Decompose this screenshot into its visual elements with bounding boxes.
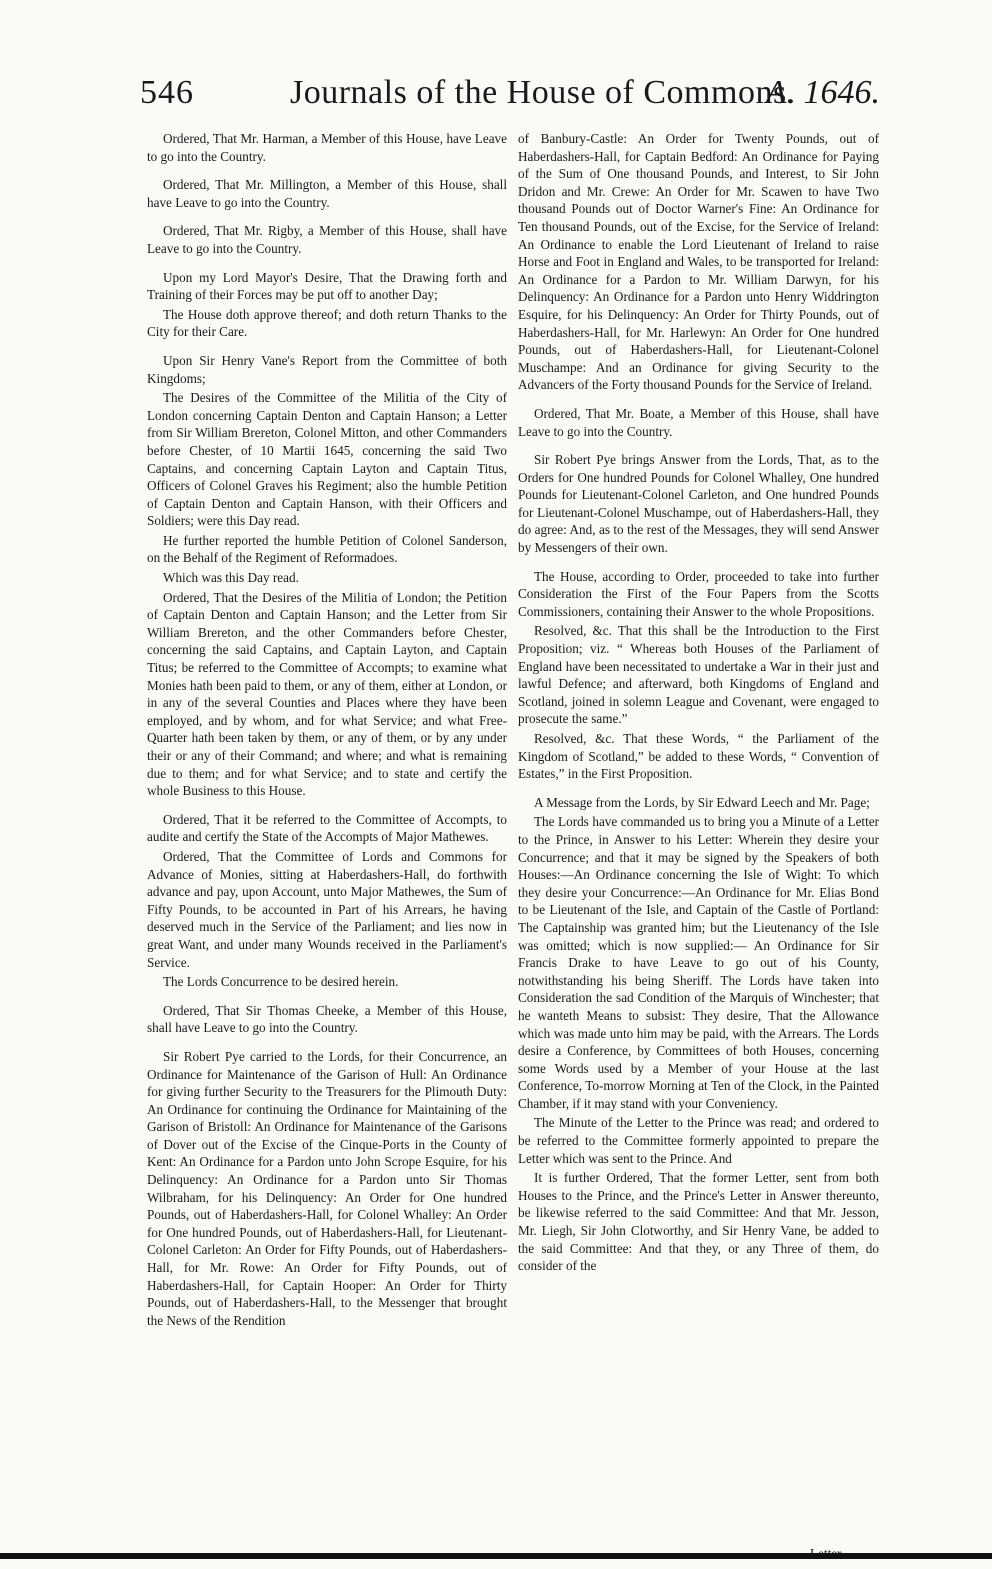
- paragraph: Ordered, That Mr. Boate, a Member of this House, shall have Leave to go into the Country.: [518, 405, 879, 439]
- paragraph: The Desires of the Committee of the Militia of the City of London concerning Captain Denton and Captain Hanson; a Letter from Sir William Brereton, Colonel Mitton, and other Commanders before Chester, of 10 Martii 1645, concerning the said Two Captains, and concerning Captain Layton and Captain Titus, Officers of Colonel Graves his Regiment; also the humble Petition of Captain Denton and Captain Hanson, with their Officers and Soldiers; were this Day read.: [147, 390, 507, 529]
- running-title: Journals of the House of Commons.: [290, 74, 796, 111]
- paragraph: A Message from the Lords, by Sir Edward Leech and Mr. Page;: [534, 794, 870, 810]
- paragraph: Resolved, &c. That these Words, “ the Parliament of the Kingdom of Scotland,” be added to these Words, “ Convention of Estates,” in the First Proposition.: [518, 731, 879, 782]
- paragraph: The House, according to Order, proceeded to take into further Consideration the First of the Four Papers from the Scotts Commissioners, containing their Answer to the whole Propositions.: [518, 568, 879, 619]
- paragraph: Resolved, &c. That this shall be the Introduction to the First Proposition; viz. “ Whereas both Houses of the Parliament of England have been necessitated to undertake a War in their just and lawful Defence; and afterward, both Kingdoms of England and Scotland, joined in solemn League and Covenant, were engaged to prosecute the same.”: [518, 623, 879, 727]
- paragraph: Ordered, That the Committee of Lords and Commons for Advance of Monies, sitting at Haberdashers-Hall, do forthwith advance and pay, upon Account, unto Major Mathewes, the Sum of Fifty Pounds, to be accounted in Part of his Arrears, he having deserved much in the Service of the Parliament; and lies now in great Want, and under many Wounds received in the Parliament's Service.: [147, 848, 507, 970]
- paragraph: of Banbury-Castle: An Order for Twenty Pounds, out of Haberdashers-Hall, for Captain Bedford: An Ordinance for Paying of the Sum of One thousand Pounds, and Interest, to Sir John Dridon and Mr. Crewe: An Order for Mr. Scawen to have Two thousand Pounds out of Doctor Warner's Fine: An Ordinance for Ten thousand Pounds, out of the Excise, for the Service of Ireland: An Ordinance to enable the Lord Lieutenant of Ireland to raise Horse and Foot in England and Wales, to be transported for Ireland: An Ordinance for a Pardon to Mr. William Darwyn, for his Delinquency: An Ordinance for a Pardon unto Henry Widdrington Esquire, for his Delinquency: An Order for Thirty Pounds, out of Haberdashers-Hall, for Mr. Harlewyn: An Order for One hundred Pounds, out of Haberdashers-Hall, for Lieutenant-Colonel Muschampe: And an Ordinance for giving Security to the Advancers of the Forty thousand Pounds for the Service of Ireland.: [518, 131, 879, 393]
- paragraph: Which was this Day read.: [163, 570, 299, 586]
- right-column: [518, 130, 879, 1277]
- paragraph: Ordered, That it be referred to the Committee of Accompts, to audite and certify the State of the Accompts of Major Mathewes.: [147, 811, 507, 845]
- bottom-rule: [0, 1553, 992, 1559]
- paragraph: It is further Ordered, That the former Letter, sent from both Houses to the Prince, and the Prince's Letter in Answer thereunto, be likewise referred to the said Committee: And that Mr. Jesson, Mr. Liegh, Sir John Clotworthy, and Sir Henry Vane, be added to the said Committee: And that they, or any Three of them, do consider of the: [518, 1170, 879, 1274]
- paragraph: Ordered, That Mr. Harman, a Member of this House, have Leave to go into the Country.: [147, 131, 507, 164]
- year-heading: A. 1646.: [765, 74, 880, 111]
- paragraph: Ordered, That Sir Thomas Cheeke, a Member of this House, shall have Leave to go into the Country.: [147, 1002, 507, 1036]
- paragraph: The Lords Concurrence to be desired herein.: [163, 974, 399, 990]
- paragraph: Upon my Lord Mayor's Desire, That the Drawing forth and Training of their Forces may be put off to another Day;: [147, 269, 507, 303]
- paragraph: Sir Robert Pye carried to the Lords, for their Concurrence, an Ordinance for Maintenance of the Garison of Hull: An Ordinance for giving further Security to the Treasurers for the Plimouth Duty: An Ordinance for continuing the Ordinance for Maintaining of the Garison of Bristoll: An Ordinance for Maintenance of the Garisons of Dover out of the Excise of the Cinque-Ports in the County of Kent: An Ordinance for a Pardon unto John Scrope Esquire, for his Delinquency: An Ordinance for a Pardon unto Sir Thomas Wilbraham, for his Delinquency: An Order for One hundred Pounds, out of Haberdashers-Hall, for Colonel Whalley: An Order for One hundred Pounds, out of Haberdashers-Hall, for Lieutenant-Colonel Carleton: An Order for Fifty Pounds, out of Haberdashers-Hall, for Mr. Rowe: An Order for Fifty Pounds, out of Haberdashers-Hall, for Captain Hooper: An Order for Thirty Pounds, out of Haberdashers-Hall, to the Messenger that brought the News of the Rendition: [147, 1048, 507, 1328]
- paragraph: Sir Robert Pye brings Answer from the Lords, That, as to the Orders for One hundred Pounds for Colonel Whalley, One hundred Pounds for Lieutenant-Colonel Carleton, and One hundred Pounds for Lieutenant-Colonel Muschampe, out of Haberdashers-Hall, they do agree: And, as to the rest of the Messages, they will send Answer by Messengers of their own.: [518, 452, 879, 556]
- paragraph: The Minute of the Letter to the Prince was read; and ordered to be referred to the Committee formerly appointed to prepare the Letter which was sent to the Prince. And: [518, 1115, 879, 1166]
- page-header: [140, 74, 880, 126]
- paragraph: He further reported the humble Petition of Colonel Sanderson, on the Behalf of the Regiment of Reformadoes.: [147, 532, 507, 566]
- paragraph: Ordered, That Mr. Millington, a Member of this House, shall have Leave to go into the Country.: [147, 177, 507, 210]
- paragraph: Ordered, That Mr. Rigby, a Member of this House, shall have Leave to go into the Country.: [147, 223, 507, 256]
- left-column: [147, 130, 507, 1340]
- paragraph: The House doth approve thereof; and doth return Thanks to the City for their Care.: [147, 306, 507, 340]
- paragraph: Upon Sir Henry Vane's Report from the Committee of both Kingdoms;: [147, 352, 507, 386]
- paragraph: The Lords have commanded us to bring you a Minute of a Letter to the Prince, in Answer to his Letter: Wherein they desire your Concurrence; and that it may be signed by the Speakers of both Houses:—An Ordinance concerning the Isle of Wight: To which they desire your Concurrence:—An Ordinance for Mr. Elias Bond to be Lieutenant of the Isle, and Captain of the Castle of Portland: The Captainship was granted him; but the Lieutenancy of the Isle was omitted; which is now supplied:— An Ordinance for Sir Francis Drake to have Leave to go out of his County, notwithstanding his being Sheriff. The Lords have taken into Consideration the sad Condition of the Marquis of Winchester; that he wanteth Means to subsist: They desire, That the Allowance which was made unto him may be paid, with the Arrears. The Lords desire a Conference, by Committees of both Houses, concerning some Words used by a Member of your House at the last Conference, To-morrow Morning at Ten of the Clock, in the Painted Chamber, if it may stand with your Conveniency.: [518, 814, 879, 1111]
- paragraph: Ordered, That the Desires of the Militia of London; the Petition of Captain Denton and Captain Hanson; and the Letter from Sir William Brereton, and the other Commanders before Chester, concerning the said Captains, and Captain Layton, and Captain Titus; be referred to the Committee of Accompts; to examine what Monies hath been paid to them, or any of them, either at London, or in any of the several Counties and Places where they have been employed, and by whom, and for what Service; and what Free-Quarter hath been taken by them, or any of them, or by any under their or any of their Command; and where; and what is remaining due to them; and for what Service; and to state and certify the whole Business to this House.: [147, 589, 507, 799]
- page-number: 546: [140, 74, 194, 111]
